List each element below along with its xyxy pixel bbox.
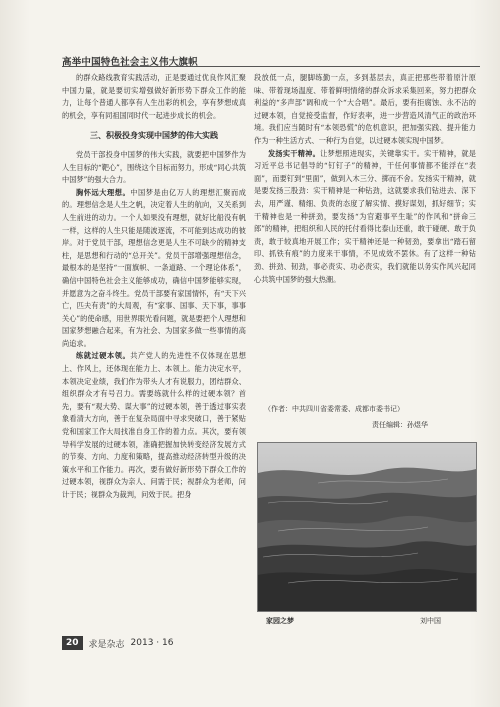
section-heading: 三、积极投身实现中国梦的伟大实践	[90, 131, 218, 141]
issue-number: 2013 · 16	[130, 638, 174, 648]
landscape-artwork	[257, 442, 477, 612]
section-intro-paragraph: 党员干部投身中国梦的伟大实践，就要把中国梦作为人生目标的“靶心”，围绕这个目标而努力，形成“同心共筑中国梦”的强大合力。	[62, 149, 246, 185]
continued-paragraph: 段放低一点，腿脚练勤一点，多到基层去，真正把那些带着原汁原味、带着现场温度、带着鲜明情绪的群众诉求采集回来，努力把群众利益的“多声部”调和成一个“大合唱”。最后，要有拒腐蚀、永不沾的过硬本领，自觉接受监督，作好表率，进一步营造风清气正的政治环境。我们应当随时有“本领恐慌”的危机意识，把加强实践、提升能力作为一种生活方式、一种行为自觉，以过硬本领实现中国梦。	[254, 73, 476, 145]
ideal-lead: 胸怀远大理想。	[76, 187, 131, 197]
skill-text: 共产党人的先进性不仅体现在思想上、作风上，还体现在能力上、本领上。能力决定水平，本领决定业绩，我们作为带头人才有说服力，团结群众、组织群众才有号召力。需要练就什么样的过硬本领？首先，要有“观大势、谋大事”的过硬本领，善于透过事实表象看清大方向，善于在复杂局面中寻求突破口，善于紧贴党和国家工作大局找准自身工作的着力点。其次，要有领导科学发展的过硬本领，准确把握加快转变经济发展方式的节奏、方向、力度和策略，提高推动经济转型升级的决策水平和工作能力。再次，要有做好新形势下群众工作的过硬本领，视群众为亲人、问需于民；视群众为老师，问计于民；视群众为裁判，问效于民。把身	[62, 351, 246, 499]
landscape-painting-image	[258, 443, 476, 611]
artwork-artist: 刘中国	[420, 617, 441, 625]
practice-text: 让梦想照进现实，关键靠实干。实干精神，就是习近平总书记倡导的“钉钉子”的精神，干任何事情都不能浮在“表面”，而要钉到“里面”，做到入木三分、掷而不舍。发扬实干精神，就是要发扬三股劲：实干精神是一种钻劲，这就要求我们钻进去、深下去，用严谨、精细、负责的态度了解实情、摸好谋划，抓好细节；实干精神也是一种拼劲，要发扬“为官避事平生耻”的作风和“拼命三郎”的精神，把组织和人民的托付看得比泰山还重，敢于碰硬、敢于负责，敢于较真地开展工作；实干精神还是一种韧劲，要拿出“踏石留印、抓铁有痕”的力度来干事情，不见成效不罢休。有了这样一种钻劲、拼劲、韧劲，事必责实、功必责实，我们就能以务实作风兴起同心共筑中国梦的强大热潮。	[254, 148, 476, 284]
editor-credit: 责任编辑：孙煜华	[372, 421, 428, 429]
skill-paragraph	[62, 350, 246, 501]
intro-paragraph: 的群众路线教育实践活动，正是要通过优良作风汇聚中国力量，就是要切实增强做好新形势下群众工作的能力，让每个普通人都享有人生出彩的机会，享有梦想成真的机会，享有同祖国同时代一起进步成长的机会。	[62, 73, 246, 120]
left-column	[62, 72, 246, 630]
artwork-title: 家园之梦	[266, 617, 294, 625]
ideal-paragraph	[62, 187, 246, 351]
ideal-text: 中国梦是由亿万人的理想汇聚而成的。理想信念是人生之帆，决定着人生的航向，又关系到人生前进的动力。一个人如果没有理想，就好比船没有帆一样，这样的人生只能是随波逐流，不可能到达成功的彼岸。对于党员干部，理想信念更是人生不可缺少的精神支柱，是思想和行动的“总开关”。党员干部增强理想信念，最根本的是坚持“一面旗帜、一条道路、一个理论体系”，确信中国特色社会主义能够成功，确信中国梦能够实现，并愿意为之奋斗终生。党员干部要有家国情怀，有“天下兴亡，匹夫有责”的大局观，有“家事、国事、天下事，事事关心”的使命感，用世界眼光看问题，就是要把个人理想和国家梦想融合起来，有为社会、为国家多做一些事情的高尚追求。	[62, 187, 246, 348]
skill-lead: 练就过硬本领。	[76, 351, 131, 361]
practice-lead: 发扬实干精神。	[268, 148, 321, 158]
header-title: 高举中国特色社会主义伟大旗帜	[62, 57, 198, 68]
page-number: 20	[62, 636, 83, 650]
page-footer	[62, 636, 282, 650]
practice-paragraph	[254, 148, 476, 287]
author-note: （作者：中共四川省委常委、成都市委书记）	[264, 405, 404, 413]
magazine-name: 求是杂志	[88, 639, 125, 650]
running-header	[62, 50, 480, 67]
right-column	[254, 72, 476, 422]
